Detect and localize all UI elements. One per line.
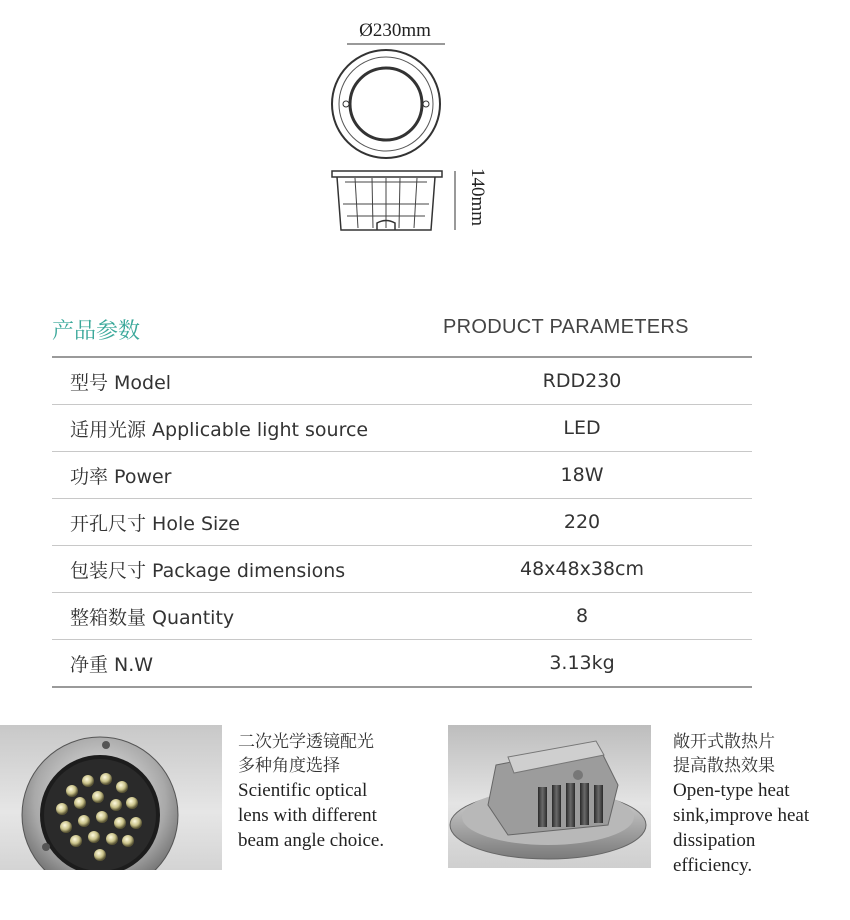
diameter-dimension-label: Ø230mm (359, 20, 431, 41)
section-title-english: PRODUCT PARAMETERS (443, 316, 689, 338)
heat-sink-illustration (448, 725, 651, 868)
feature-cn-line: 多种角度选择 (238, 756, 340, 776)
parameter-value: 18W (560, 464, 604, 486)
lens-feature-text (238, 730, 438, 853)
parameter-value: 48x48x38cm (520, 558, 644, 580)
table-row (52, 640, 752, 688)
parameters-table (52, 356, 752, 688)
feature-en-line: Open-type heat (673, 780, 790, 801)
table-row (52, 358, 752, 405)
feature-en-line: Scientific optical (238, 780, 368, 801)
parameter-label: 包装尺寸 Package dimensions (70, 559, 346, 582)
parameter-label: 功率 Power (70, 465, 172, 488)
parameter-label: 适用光源 Applicable light source (70, 418, 369, 441)
feature-en-line: beam angle choice. (238, 830, 385, 851)
parameter-value: 3.13kg (549, 652, 615, 674)
feature-cn-line: 二次光学透镜配光 (238, 732, 374, 752)
parameter-label: 整箱数量 Quantity (70, 606, 235, 629)
height-dimension-label: 140mm (467, 167, 488, 227)
feature-en-line: dissipation (673, 830, 756, 851)
lens-photo (0, 725, 222, 870)
lens-illustration (0, 725, 222, 870)
table-row (52, 452, 752, 499)
feature-en-line: sink,improve heat (673, 805, 810, 826)
lamp-drawing (325, 18, 495, 248)
parameter-value: RDD230 (542, 370, 622, 392)
table-row (52, 499, 752, 546)
feature-en-line: efficiency. (673, 855, 753, 876)
table-row (52, 405, 752, 452)
parameter-label: 净重 N.W (70, 653, 154, 676)
heat-sink-feature-text (673, 730, 850, 878)
parameter-label: 型号 Model (70, 371, 172, 394)
table-row (52, 593, 752, 640)
table-row (52, 546, 752, 593)
parameter-value: LED (563, 417, 601, 439)
parameter-label: 开孔尺寸 Hole Size (70, 512, 240, 535)
section-title-chinese: 产品参数 (52, 319, 141, 344)
parameter-value: 220 (563, 511, 601, 533)
parameter-value: 8 (575, 605, 589, 627)
feature-cn-line: 提高散热效果 (673, 756, 775, 776)
feature-cn-line: 敞开式散热片 (673, 732, 775, 752)
feature-en-line: lens with different (238, 805, 377, 826)
heat-sink-photo (448, 725, 651, 868)
